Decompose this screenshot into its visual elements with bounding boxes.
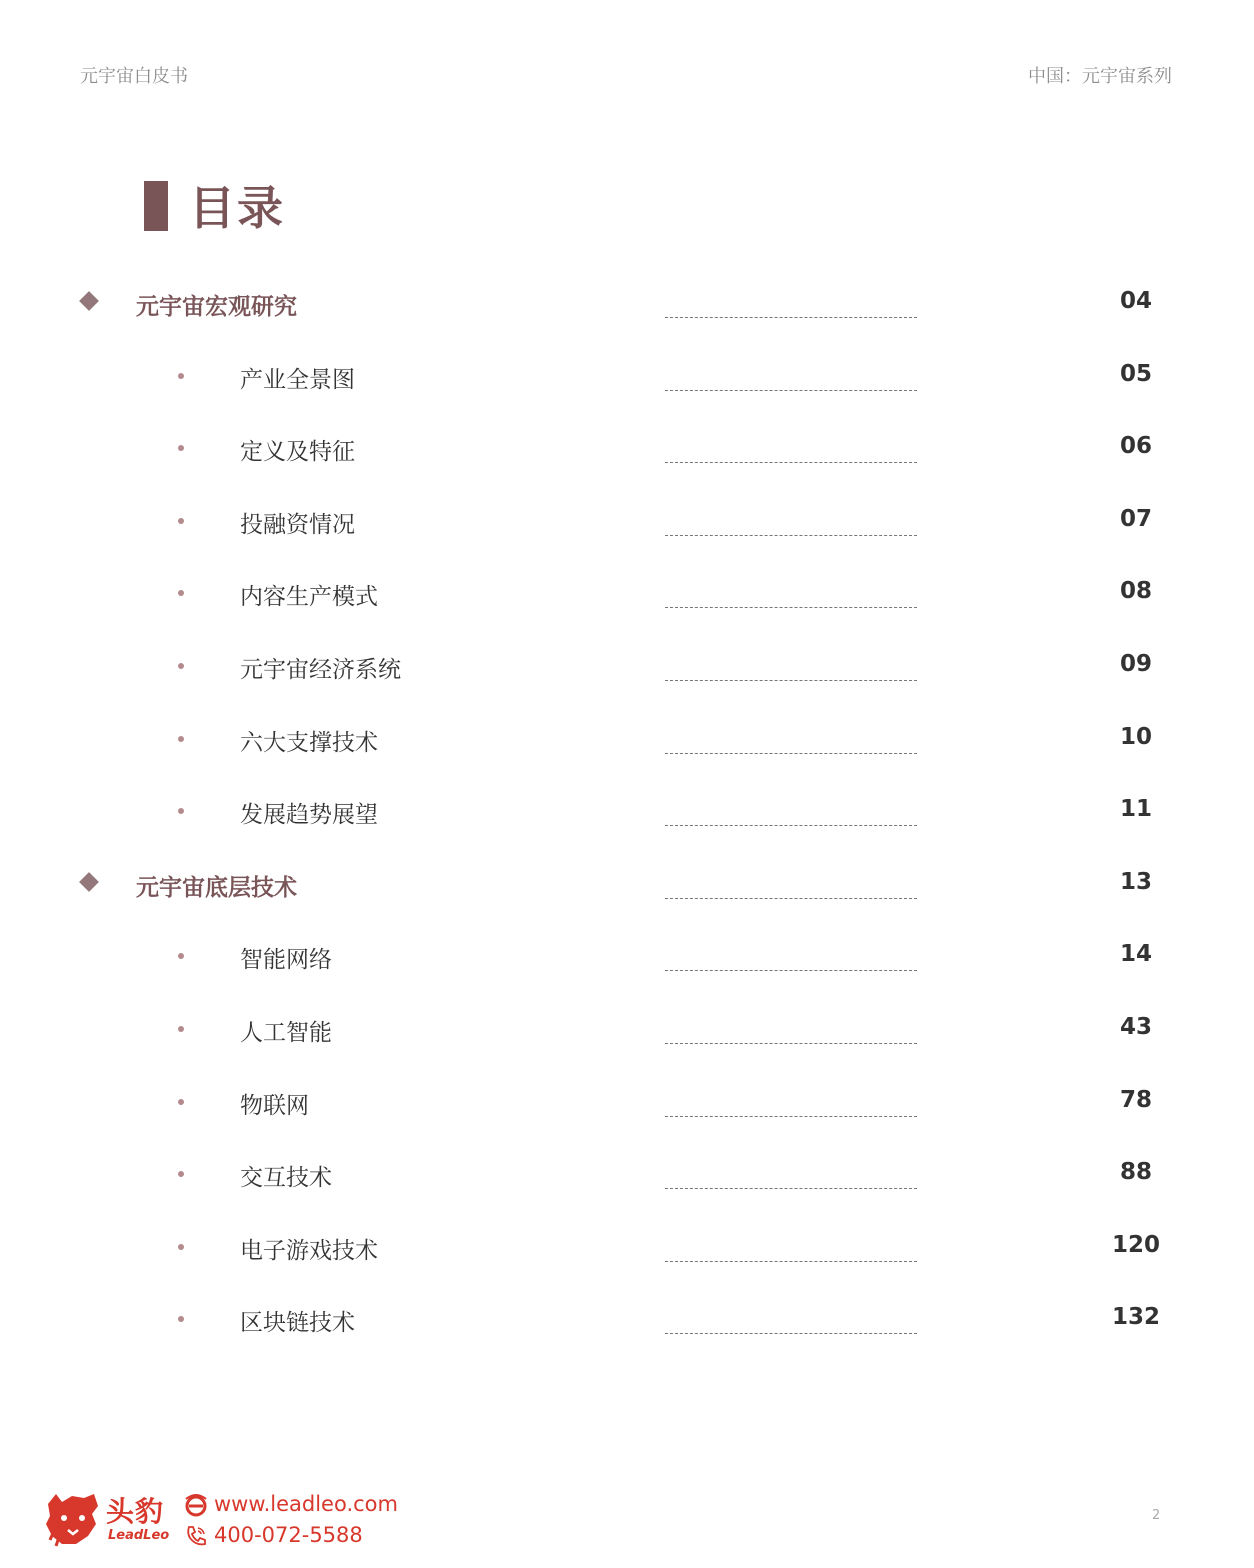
brand-name-cn: 头豹	[106, 1495, 165, 1528]
toc-page-number: 09	[1119, 651, 1152, 677]
dot-bullet-icon	[178, 1026, 184, 1032]
diamond-bullet-icon	[79, 872, 99, 892]
toc-entry-label: 六大支撑技术	[240, 729, 378, 756]
toc-item-row[interactable]	[0, 647, 1254, 687]
dotted-leader	[665, 898, 917, 899]
dotted-leader	[665, 462, 917, 463]
dot-bullet-icon	[178, 1099, 184, 1105]
toc-entry-label: 交互技术	[240, 1165, 332, 1192]
dot-bullet-icon	[178, 736, 184, 742]
toc-entry-label: 元宇宙底层技术	[136, 874, 297, 901]
dot-bullet-icon	[178, 953, 184, 959]
toc-entry-label: 产业全景图	[240, 366, 355, 393]
dotted-leader	[665, 970, 917, 971]
toc-page-number: 14	[1119, 941, 1152, 968]
leopard-head-icon	[42, 1490, 102, 1548]
brand-name-en: LeadLeo	[108, 1528, 170, 1543]
toc-page-number: 10	[1119, 723, 1152, 750]
toc-entry-label: 投融资情况	[240, 511, 355, 538]
toc-entry-label: 区块链技术	[240, 1310, 355, 1337]
dotted-leader	[665, 1333, 917, 1334]
toc-item-row[interactable]	[0, 357, 1254, 397]
dotted-leader	[665, 753, 917, 754]
toc-title: 目录	[189, 181, 285, 235]
dotted-leader	[665, 317, 917, 318]
dot-bullet-icon	[178, 1316, 184, 1322]
toc-section-row[interactable]	[0, 865, 1254, 905]
dotted-leader	[665, 607, 917, 608]
phone-icon	[184, 1524, 208, 1548]
dotted-leader	[665, 535, 917, 536]
dotted-leader	[665, 390, 917, 391]
toc-item-row[interactable]	[0, 429, 1254, 469]
toc-page-number: 06	[1119, 433, 1152, 460]
toc-entry-label: 元宇宙经济系统	[240, 657, 401, 683]
website-link[interactable]	[184, 1492, 398, 1517]
toc-item-row[interactable]	[0, 574, 1254, 614]
dotted-leader	[665, 825, 917, 826]
toc-item-row[interactable]	[0, 937, 1254, 977]
header-left-title: 元宇宙白皮书	[80, 66, 188, 87]
toc-item-row[interactable]	[0, 1300, 1254, 1340]
toc-page-number: 13	[1119, 868, 1152, 895]
toc-page-number: 88	[1119, 1159, 1152, 1186]
toc-entry-label: 电子游戏技术	[240, 1237, 378, 1264]
website-text[interactable]: www.leadleo.com	[214, 1492, 398, 1516]
toc-item-row[interactable]	[0, 1228, 1254, 1268]
toc-section-row[interactable]	[0, 284, 1254, 324]
dot-bullet-icon	[178, 808, 184, 814]
toc-page-number: 11	[1119, 796, 1152, 823]
dot-bullet-icon	[178, 518, 184, 524]
toc-item-row[interactable]	[0, 1083, 1254, 1123]
toc-page-number: 05	[1119, 360, 1152, 387]
toc-item-row[interactable]	[0, 1010, 1254, 1050]
toc-page-number: 120	[1111, 1231, 1160, 1258]
header-right-series: 中国：元宇宙系列	[1028, 66, 1172, 87]
phone-text[interactable]: 400-072-5588	[214, 1523, 363, 1547]
dot-bullet-icon	[178, 663, 184, 669]
toc-page-number: 132	[1111, 1304, 1160, 1331]
dot-bullet-icon	[178, 445, 184, 451]
toc-page-number: 07	[1119, 505, 1152, 532]
dot-bullet-icon	[178, 373, 184, 379]
toc-item-row[interactable]	[0, 1155, 1254, 1195]
toc-entry-label: 发展趋势展望	[240, 802, 378, 829]
toc-page-number: 08	[1119, 578, 1152, 605]
dotted-leader	[665, 1261, 917, 1262]
toc-entry-label: 物联网	[240, 1092, 309, 1119]
toc-entry-label: 元宇宙宏观研究	[136, 294, 297, 320]
toc-page-number: 43	[1119, 1014, 1152, 1040]
dotted-leader	[665, 1116, 917, 1117]
toc-item-row[interactable]	[0, 792, 1254, 832]
dotted-leader	[665, 680, 917, 681]
dot-bullet-icon	[178, 1171, 184, 1177]
toc-item-row[interactable]	[0, 720, 1254, 760]
dotted-leader	[665, 1188, 917, 1189]
dotted-leader	[665, 1043, 917, 1044]
toc-item-row[interactable]	[0, 502, 1254, 542]
toc-page-number: 04	[1119, 288, 1152, 314]
dot-bullet-icon	[178, 1244, 184, 1250]
web-e-icon	[184, 1493, 208, 1517]
toc-entry-label: 内容生产模式	[240, 584, 378, 611]
diamond-bullet-icon	[79, 291, 99, 311]
dot-bullet-icon	[178, 590, 184, 596]
toc-entry-label: 定义及特征	[240, 439, 355, 466]
toc-entry-label: 人工智能	[240, 1020, 332, 1046]
phone-contact[interactable]	[184, 1523, 363, 1548]
page-number: 2	[1152, 1508, 1161, 1523]
title-accent-bar	[144, 181, 168, 231]
toc-entry-label: 智能网络	[240, 947, 332, 974]
toc-page-number: 78	[1119, 1086, 1152, 1113]
